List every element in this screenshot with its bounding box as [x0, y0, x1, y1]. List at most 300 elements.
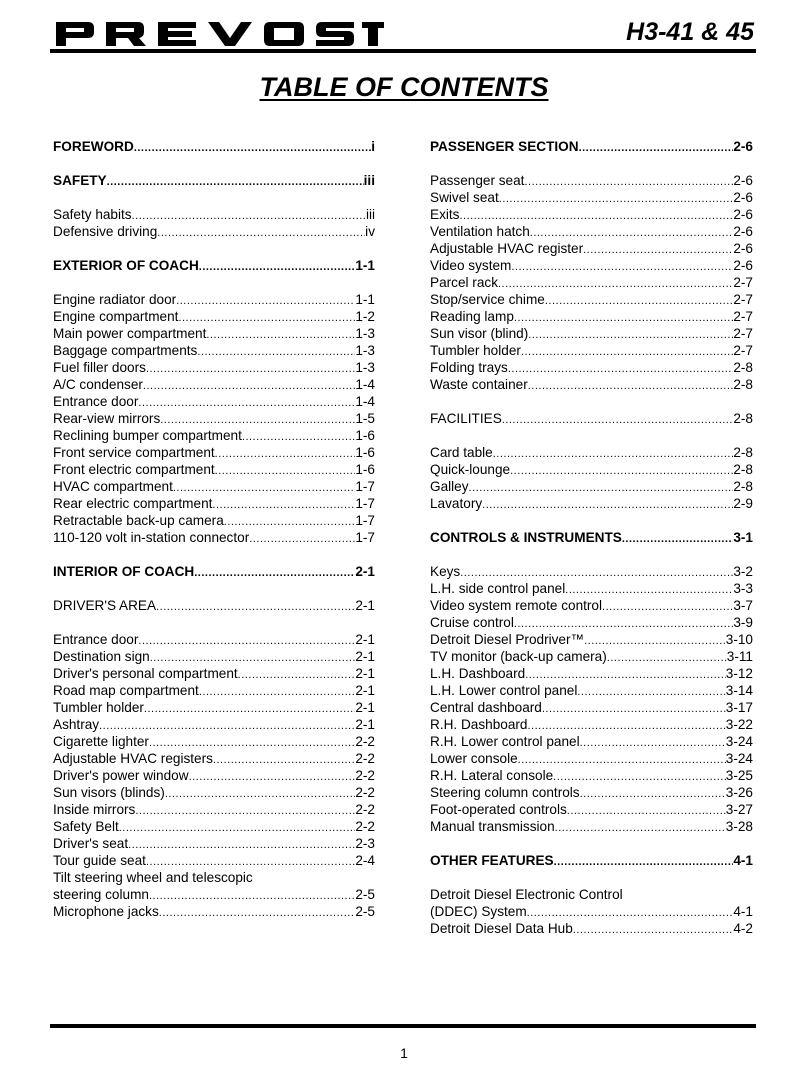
toc-leader-dots [194, 565, 355, 582]
toc-entry[interactable] [53, 597, 375, 614]
toc-entry[interactable] [53, 903, 375, 920]
toc-entry[interactable] [53, 784, 375, 801]
toc-entry-title: OTHER FEATURES [430, 853, 554, 868]
toc-entry-page: 2-8 [733, 479, 753, 494]
toc-section-heading[interactable] [53, 563, 375, 580]
page-number: 1 [400, 1045, 408, 1061]
toc-spacer [53, 614, 375, 631]
toc-entry-title: Cigarette lighter [53, 734, 149, 749]
toc-leader-dots [567, 803, 726, 820]
toc-spacer [53, 274, 375, 291]
toc-entry-title: Stop/service chime [430, 292, 545, 307]
toc-entry-page: 2-8 [733, 411, 753, 426]
toc-section-heading[interactable] [53, 138, 375, 155]
toc-entry-page: 1-2 [355, 309, 375, 324]
toc-entry[interactable] [53, 308, 375, 325]
toc-spacer [53, 240, 375, 257]
toc-entry-title: FACILITIES [430, 411, 502, 426]
toc-leader-dots [510, 463, 733, 480]
toc-leader-dots [524, 174, 733, 191]
toc-spacer [430, 393, 753, 410]
toc-entry-page: 2-9 [733, 496, 753, 511]
toc-leader-dots [138, 633, 355, 650]
toc-leader-dots [213, 752, 355, 769]
toc-entry[interactable] [430, 784, 753, 801]
toc-leader-dots [176, 293, 355, 310]
toc-leader-dots [128, 837, 355, 854]
toc-entry-title: Quick-lounge [430, 462, 511, 477]
toc-entry-title: Tumbler holder [53, 700, 144, 715]
toc-entry[interactable] [53, 631, 375, 648]
toc-entry[interactable] [430, 920, 753, 937]
toc-entry-title: Parcel rack [430, 275, 498, 290]
toc-entry[interactable] [430, 495, 753, 512]
toc-entry[interactable] [53, 359, 375, 376]
toc-entry[interactable] [430, 767, 753, 784]
toc-leader-dots [107, 174, 364, 191]
toc-entry[interactable] [53, 767, 375, 784]
toc-entry[interactable] [430, 240, 753, 257]
toc-leader-dots [499, 191, 734, 208]
toc-entry-title: 110-120 volt in-station connector [53, 530, 250, 545]
toc-entry-page: 3-12 [725, 666, 753, 681]
toc-leader-dots [138, 395, 355, 412]
toc-leader-dots [511, 259, 733, 276]
toc-entry[interactable] [430, 614, 753, 631]
toc-entry-page: 2-1 [355, 649, 375, 664]
toc-entry-title: Video system remote control [430, 598, 603, 613]
toc-entry[interactable] [53, 699, 375, 716]
toc-entry-title: L.H. side control panel [430, 581, 566, 596]
toc-leader-dots [528, 327, 733, 344]
toc-leader-dots [159, 905, 356, 922]
model-label: H3-41 & 45 [626, 18, 754, 46]
toc-entry[interactable] [53, 801, 375, 818]
toc-entry-title: PASSENGER SECTION [430, 139, 579, 154]
toc-entry-title: Destination sign [53, 649, 150, 664]
toc-entry-page: 1-3 [355, 343, 375, 358]
toc-entry[interactable] [430, 580, 753, 597]
toc-entry-page: 2-2 [355, 785, 375, 800]
prevost-logo [54, 18, 384, 52]
toc-entry-title: Card table [430, 445, 493, 460]
toc-entry-title: Ventilation hatch [430, 224, 530, 239]
toc-entry-title: Ashtray [53, 717, 100, 732]
toc-entry-title: DRIVER'S AREA [53, 598, 157, 613]
toc-leader-dots [583, 242, 733, 259]
toc-entry-page: 1-7 [355, 479, 375, 494]
toc-leader-dots [622, 531, 734, 548]
toc-leader-dots [212, 497, 355, 514]
toc-entry-page: 2-1 [355, 564, 375, 579]
toc-entry[interactable] [430, 172, 753, 189]
toc-entry-page: 2-6 [733, 173, 753, 188]
toc-entry-page: 2-1 [355, 683, 375, 698]
toc-entry-title: Safety Belt [53, 819, 119, 834]
toc-entry-title: Detroit Diesel Electronic Control [430, 887, 623, 902]
toc-entry-page: 2-8 [733, 377, 753, 392]
toc-entry[interactable] [430, 189, 753, 206]
toc-entry[interactable] [430, 359, 753, 376]
toc-entry-page: 3-24 [725, 751, 753, 766]
toc-entry[interactable] [430, 648, 753, 665]
toc-leader-dots [215, 446, 356, 463]
toc-entry[interactable] [430, 308, 753, 325]
toc-entry-title: Retractable back-up camera [53, 513, 224, 528]
toc-entry-page: 2-6 [733, 258, 753, 273]
toc-entry-page: 2-1 [355, 598, 375, 613]
toc-entry-title: Defensive driving [53, 224, 158, 239]
toc-entry-page: 2-4 [355, 853, 375, 868]
toc-entry-title: Main power compartment [53, 326, 207, 341]
toc-entry[interactable] [53, 750, 375, 767]
toc-leader-dots [238, 667, 356, 684]
toc-entry[interactable] [430, 733, 753, 750]
toc-leader-dots [514, 310, 733, 327]
toc-leader-dots [577, 684, 725, 701]
toc-leader-dots [602, 599, 733, 616]
toc-entry-title: Lavatory [430, 496, 483, 511]
toc-entry[interactable] [53, 648, 375, 665]
toc-spacer [53, 189, 375, 206]
toc-entry[interactable] [430, 665, 753, 682]
toc-entry[interactable] [430, 682, 753, 699]
header-rule [50, 49, 756, 53]
toc-entry[interactable] [53, 291, 375, 308]
toc-entry-title: R.H. Lateral console [430, 768, 554, 783]
toc-entry-page: 3-25 [725, 768, 753, 783]
toc-entry-title: steering column [53, 887, 149, 902]
toc-entry-title: Front service compartment [53, 445, 215, 460]
toc-entry-page: 3-24 [725, 734, 753, 749]
toc-entry-page: 1-1 [355, 258, 375, 273]
toc-leader-dots [607, 650, 727, 667]
toc-entry[interactable] [53, 410, 375, 427]
toc-leader-dots [156, 599, 355, 616]
toc-entry-title: Inside mirrors [53, 802, 136, 817]
toc-entry-title: R.H. Lower control panel [430, 734, 580, 749]
toc-entry[interactable] [53, 682, 375, 699]
toc-leader-dots [189, 769, 356, 786]
toc-entry[interactable] [53, 427, 375, 444]
toc-right-column [430, 138, 753, 937]
toc-entry[interactable] [430, 410, 753, 427]
toc-entry-page: 1-6 [355, 428, 375, 443]
toc-entry-title: L.H. Lower control panel [430, 683, 578, 698]
toc-entry[interactable] [53, 206, 375, 223]
toc-leader-dots [528, 378, 734, 395]
toc-spacer [430, 512, 753, 529]
toc-entry-page: 2-7 [733, 275, 753, 290]
toc-entry-title: TV monitor (back-up camera) [430, 649, 607, 664]
toc-entry[interactable] [430, 631, 753, 648]
toc-entry[interactable] [53, 818, 375, 835]
toc-entry-page: 2-8 [733, 360, 753, 375]
toc-entry-title: Manual transmission [430, 819, 555, 834]
toc-entry-page: 1-4 [355, 394, 375, 409]
toc-leader-dots [573, 922, 734, 939]
toc-entry[interactable] [430, 342, 753, 359]
toc-entry[interactable] [53, 886, 375, 903]
toc-entry[interactable] [53, 495, 375, 512]
toc-spacer [53, 546, 375, 563]
toc-entry-page: iii [365, 207, 375, 222]
toc-entry-page: 2-2 [355, 751, 375, 766]
toc-leader-dots [502, 412, 734, 429]
toc-entry-title: CONTROLS & INSTRUMENTS [430, 530, 622, 545]
toc-leader-dots [143, 378, 355, 395]
toc-entry-page: 1-3 [355, 326, 375, 341]
toc-section-heading[interactable] [430, 138, 753, 155]
toc-section-heading[interactable] [53, 172, 375, 189]
toc-entry-title: FOREWORD [53, 139, 134, 154]
toc-leader-dots [508, 361, 734, 378]
toc-entry-page: 2-2 [355, 734, 375, 749]
toc-entry-title: Video system [430, 258, 512, 273]
toc-entry-page: 3-27 [725, 802, 753, 817]
toc-entry-page: 1-3 [355, 360, 375, 375]
toc-entry-title: Baggage compartments [53, 343, 198, 358]
toc-entry-page: 3-3 [733, 581, 753, 596]
toc-entry-title: Microphone jacks [53, 904, 159, 919]
toc-entry-page: 3-10 [725, 632, 753, 647]
toc-entry-title: Exits [430, 207, 460, 222]
toc-entry[interactable] [53, 716, 375, 733]
toc-entry-page: 2-3 [355, 836, 375, 851]
toc-entry-title: Driver's power window [53, 768, 189, 783]
toc-entry-title: Cruise control [430, 615, 514, 630]
toc-leader-dots [542, 701, 726, 718]
toc-entry-page: 2-7 [733, 309, 753, 324]
toc-entry[interactable] [430, 223, 753, 240]
toc-entry[interactable] [53, 223, 375, 240]
toc-entry[interactable] [430, 903, 753, 920]
toc-entry-title: Safety habits [53, 207, 132, 222]
toc-entry-page: 3-28 [725, 819, 753, 834]
toc-entry-page: 2-1 [355, 632, 375, 647]
toc-entry-title: Steering column controls [430, 785, 580, 800]
toc-leader-dots [482, 497, 733, 514]
toc-entry[interactable] [53, 461, 375, 478]
toc-leader-dots [135, 803, 355, 820]
toc-entry-title: Detroit Diesel Prodriver™ [430, 632, 585, 647]
toc-entry-page: 1-6 [355, 445, 375, 460]
toc-entry[interactable] [53, 835, 375, 852]
toc-spacer [430, 546, 753, 563]
toc-spacer [430, 155, 753, 172]
toc-entry[interactable] [53, 869, 375, 886]
toc-entry[interactable] [430, 699, 753, 716]
toc-entry[interactable] [430, 801, 753, 818]
toc-entry-title: Waste container [430, 377, 528, 392]
toc-entry[interactable] [430, 325, 753, 342]
toc-entry-page: 2-8 [733, 462, 753, 477]
toc-entry-title: Tilt steering wheel and telescopic [53, 870, 253, 885]
toc-entry-page: 2-6 [733, 207, 753, 222]
toc-entry-page: 2-6 [733, 139, 753, 154]
toc-entry-page: 2-2 [355, 819, 375, 834]
toc-leader-dots [119, 820, 356, 837]
toc-entry[interactable] [430, 206, 753, 223]
toc-spacer [53, 155, 375, 172]
toc-entry-page: 4-2 [733, 921, 753, 936]
toc-leader-dots [493, 446, 734, 463]
toc-entry-title: Sun visors (blinds) [53, 785, 165, 800]
toc-entry-page: 3-17 [725, 700, 753, 715]
toc-entry-title: INTERIOR OF COACH [53, 564, 195, 579]
toc-entry-page: 3-9 [733, 615, 753, 630]
toc-entry-title: Passenger seat [430, 173, 525, 188]
toc-entry-title: Keys [430, 564, 461, 579]
page-header [50, 10, 756, 54]
toc-entry-page: iv [365, 224, 375, 239]
toc-entry-page: 2-7 [733, 343, 753, 358]
toc-leader-dots [206, 327, 355, 344]
toc-entry-title: Adjustable HVAC registers [53, 751, 213, 766]
toc-entry-title: Tumbler holder [430, 343, 521, 358]
toc-spacer [430, 427, 753, 444]
toc-leader-dots [545, 293, 734, 310]
toc-entry-title: Reading lamp [430, 309, 514, 324]
toc-leader-dots [197, 344, 355, 361]
toc-entry-page: 1-1 [355, 292, 375, 307]
toc-entry-title: L.H. Dashboard [430, 666, 526, 681]
toc-entry[interactable] [53, 393, 375, 410]
toc-entry-page: 4-1 [733, 853, 753, 868]
toc-spacer [430, 869, 753, 886]
toc-entry-title: R.H. Dashboard [430, 717, 528, 732]
toc-entry[interactable] [430, 461, 753, 478]
toc-entry-title: Driver's personal compartment [53, 666, 238, 681]
toc-entry[interactable] [430, 563, 753, 580]
toc-entry[interactable] [430, 716, 753, 733]
toc-leader-dots [554, 854, 734, 871]
toc-entry-page: 1-6 [355, 462, 375, 477]
toc-entry[interactable] [53, 665, 375, 682]
toc-entry-page: 3-11 [726, 649, 753, 664]
toc-entry-page: 2-7 [733, 326, 753, 341]
toc-leader-dots [146, 361, 355, 378]
toc-entry-page: 3-1 [733, 530, 753, 545]
toc-entry-title: HVAC compartment [53, 479, 173, 494]
toc-spacer [53, 580, 375, 597]
toc-entry[interactable] [53, 325, 375, 342]
toc-entry-page: 1-4 [355, 377, 375, 392]
toc-entry[interactable] [53, 529, 375, 546]
prevost-logo-icon [54, 18, 384, 50]
toc-leader-dots [134, 140, 371, 157]
toc-leader-dots [132, 208, 366, 225]
toc-entry[interactable] [53, 733, 375, 750]
toc-section-heading[interactable] [430, 529, 753, 546]
toc-entry[interactable] [430, 257, 753, 274]
toc-entry-title: A/C condenser [53, 377, 143, 392]
toc-entry-page: 2-2 [355, 768, 375, 783]
toc-entry[interactable] [430, 597, 753, 614]
toc-entry-title: Sun visor (blind) [430, 326, 529, 341]
toc-entry-title: Engine compartment [53, 309, 179, 324]
toc-entry[interactable] [430, 750, 753, 767]
toc-leader-dots [149, 888, 355, 905]
toc-entry-page: 4-1 [733, 904, 753, 919]
toc-entry-title: Engine radiator door [53, 292, 177, 307]
toc-leader-dots [580, 735, 726, 752]
toc-entry[interactable] [53, 478, 375, 495]
toc-leader-dots [580, 786, 726, 803]
toc-entry[interactable] [430, 274, 753, 291]
toc-entry-title: Folding trays [430, 360, 508, 375]
toc-leader-dots [469, 480, 734, 497]
toc-entry[interactable] [430, 376, 753, 393]
toc-entry-page: 2-1 [355, 717, 375, 732]
toc-leader-dots [199, 684, 356, 701]
toc-entry[interactable] [53, 342, 375, 359]
toc-entry[interactable] [430, 444, 753, 461]
toc-entry-title: Front electric compartment [53, 462, 215, 477]
toc-entry-page: 2-5 [355, 887, 375, 902]
toc-entry-title: Entrance door [53, 394, 139, 409]
toc-entry-page: 2-7 [733, 292, 753, 307]
toc-entry-title: Tour guide seat [53, 853, 146, 868]
toc-entry-title: Entrance door [53, 632, 139, 647]
toc-entry-title: Lower console [430, 751, 518, 766]
toc-entry-page: 2-8 [733, 445, 753, 460]
toc-entry[interactable] [430, 291, 753, 308]
toc-entry-title: Swivel seat [430, 190, 499, 205]
toc-leader-dots [157, 225, 365, 242]
toc-section-heading[interactable] [53, 257, 375, 274]
toc-entry[interactable] [53, 376, 375, 393]
toc-entry-page: 1-7 [355, 513, 375, 528]
toc-entry-title: Fuel filler doors [53, 360, 146, 375]
toc-entry[interactable] [53, 444, 375, 461]
toc-leader-dots [555, 820, 726, 837]
footer-rule [50, 1024, 756, 1028]
toc-entry-page: 2-1 [355, 700, 375, 715]
toc-entry-page: 2-5 [355, 904, 375, 919]
toc-entry-title: Rear-view mirrors [53, 411, 161, 426]
toc-leader-dots [242, 429, 355, 446]
toc-entry-title: Adjustable HVAC register [430, 241, 584, 256]
toc-entry-title: Rear electric compartment [53, 496, 213, 511]
toc-entry-page: 2-6 [733, 241, 753, 256]
toc-leader-dots [215, 463, 356, 480]
toc-entry[interactable] [53, 852, 375, 869]
toc-spacer [430, 835, 753, 852]
toc-section-heading[interactable] [430, 852, 753, 869]
toc-entry-page: 2-6 [733, 224, 753, 239]
toc-entry-title: Central dashboard [430, 700, 542, 715]
toc-entry-page: 2-2 [355, 802, 375, 817]
toc-entry-page: 2-1 [355, 666, 375, 681]
toc-entry-title: SAFETY [53, 173, 107, 188]
toc-entry-page: 3-7 [733, 598, 753, 613]
toc-entry-title: Reclining bumper compartment [53, 428, 242, 443]
toc-entry[interactable] [430, 818, 753, 835]
toc-entry-title: Foot-operated controls [430, 802, 567, 817]
toc-entry-page: 1-5 [355, 411, 375, 426]
toc-entry-page: 2-6 [733, 190, 753, 205]
toc-entry-title: Detroit Diesel Data Hub [430, 921, 573, 936]
toc-entry[interactable] [53, 512, 375, 529]
toc-entry[interactable] [430, 478, 753, 495]
toc-entry-page: 1-7 [355, 530, 375, 545]
toc-left-column [53, 138, 375, 920]
toc-entry-page: i [371, 139, 375, 154]
toc-leader-dots [249, 531, 355, 548]
toc-leader-dots [199, 259, 356, 276]
toc-entry[interactable] [430, 886, 753, 903]
